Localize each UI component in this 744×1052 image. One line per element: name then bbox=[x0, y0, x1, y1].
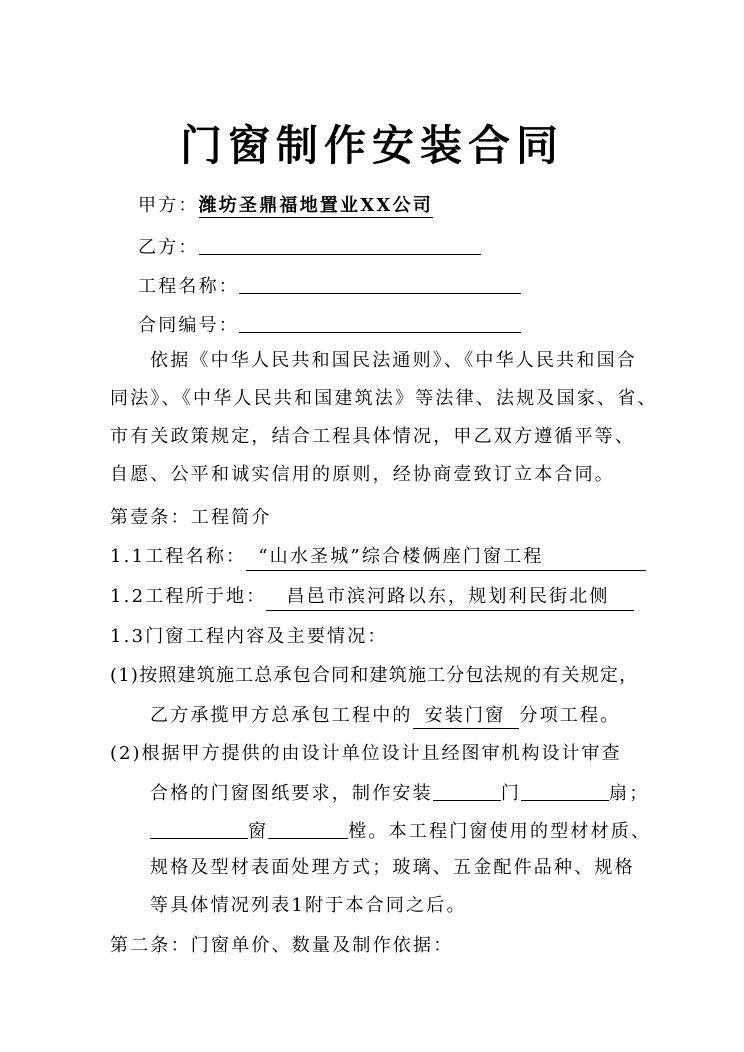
party-a-value: 潍坊圣鼎福地置业XX公司 bbox=[198, 195, 433, 216]
door-count-blank bbox=[433, 780, 501, 801]
party-b-label: 乙方： bbox=[138, 237, 199, 258]
item-1-2-label: 1.2工程所于地： bbox=[110, 586, 267, 607]
project-name-line bbox=[138, 273, 521, 299]
para-1-fill: 安装门窗 bbox=[413, 704, 520, 729]
leaf-label: 扇； bbox=[609, 783, 650, 804]
article2-heading: 第二条：门窗单价、数量及制作依据： bbox=[110, 935, 454, 956]
project-name-label: 工程名称： bbox=[138, 276, 239, 297]
para-1-line-1: (1)按照建筑施工总承包合同和建筑施工分包法规的有关规定， bbox=[110, 665, 639, 686]
window-count-blank bbox=[150, 818, 248, 839]
leaf-count-blank bbox=[521, 780, 609, 801]
party-a-line bbox=[138, 194, 433, 218]
party-a-label: 甲方： bbox=[138, 195, 199, 216]
item-1-1-label: 1.1工程名称： bbox=[110, 546, 247, 567]
para-1-pre: 乙方承揽甲方总承包工程中的 bbox=[150, 705, 413, 726]
window-label: 窗 bbox=[248, 821, 269, 842]
item-1-1 bbox=[110, 545, 646, 571]
party-b-blank bbox=[199, 234, 481, 255]
preamble-line: 同法》、《中华人民共和国建筑法》等法律、法规及国家、省、 bbox=[110, 388, 658, 409]
preamble-line: 市有关政策规定，结合工程具体情况，甲乙双方遵循平等、 bbox=[110, 426, 636, 447]
item-1-1-value: “山水圣城”综合楼俩座门窗工程 bbox=[246, 545, 646, 571]
door-label: 门 bbox=[500, 783, 522, 804]
contract-no-label: 合同编号： bbox=[138, 315, 239, 336]
para-2-line-1: (2)根据甲方提供的由设计单位设计且经图审机构设计审查 bbox=[110, 743, 622, 764]
para-1-post: 分项工程。 bbox=[519, 705, 621, 726]
para-2-line-4: 规格及型材表面处理方式；玻璃、五金配件品种、规格 bbox=[150, 857, 635, 878]
preamble-line: 依据《中华人民共和国民法通则》、《中华人民共和国合 bbox=[150, 350, 637, 371]
contract-no-blank bbox=[239, 312, 521, 333]
preamble-line: 自愿、公平和诚实信用的原则，经协商壹致订立本合同。 bbox=[110, 464, 615, 485]
article1-heading: 第壹条：工程简介 bbox=[110, 507, 272, 528]
item-1-2-value: 昌邑市滨河路以东，规划利民街北侧 bbox=[266, 585, 634, 611]
project-name-blank bbox=[239, 273, 521, 294]
para-2-line-2 bbox=[150, 780, 649, 806]
frame-count-blank bbox=[268, 818, 348, 839]
para-2-line-3-post: 樘。本工程门窗使用的型材材质、 bbox=[348, 821, 652, 842]
para-2-line-3 bbox=[150, 818, 651, 844]
document-title: 门窗制作安装合同 bbox=[179, 121, 564, 170]
para-2-pre: 合格的门窗图纸要求，制作安装 bbox=[150, 783, 433, 804]
party-b-line bbox=[138, 234, 481, 260]
item-1-2 bbox=[110, 585, 634, 611]
para-2-line-5: 等具体情况列表1附于本合同之后。 bbox=[150, 895, 467, 916]
item-1-3: 1.3门窗工程内容及主要情况： bbox=[110, 626, 388, 647]
para-1-line-2 bbox=[150, 704, 620, 729]
contract-no-line bbox=[138, 312, 521, 338]
